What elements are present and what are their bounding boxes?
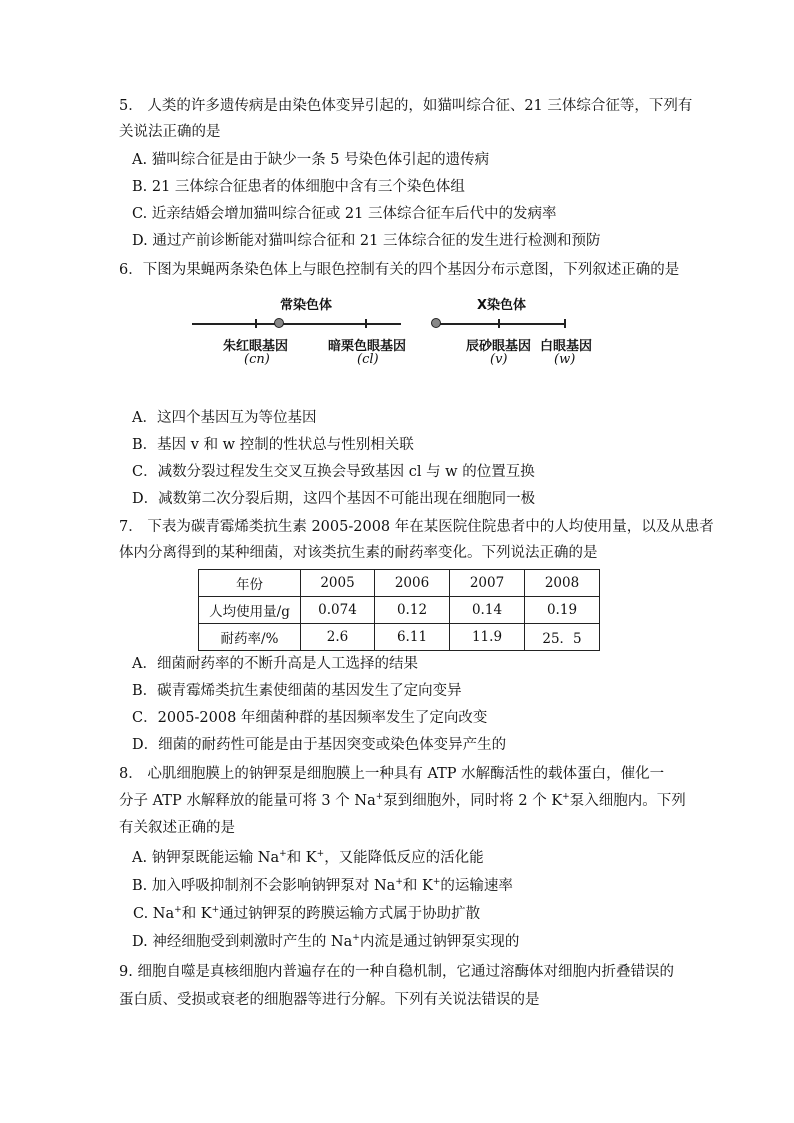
q5-stem-line2: 关说法正确的是	[119, 124, 221, 140]
table-header-cell: 年份	[199, 570, 301, 597]
q7-option-c: C．2005-2008 年细菌种群的基因频率发生了定向改变	[132, 710, 488, 726]
table-cell: 0.14	[450, 597, 525, 624]
table-cell: 人均使用量/g	[199, 597, 301, 624]
q7-option-b: B．碳青霉烯类抗生素使细菌的基因发生了定向变异	[132, 683, 462, 699]
q8-option-b: B. 加入呼吸抑制剂不会影响钠钾泵对 Na+和 K+的运输速率	[132, 877, 513, 894]
q8-stem-line3: 有关叙述正确的是	[119, 820, 235, 836]
autosome-line	[192, 323, 401, 325]
q7-stem-line1: 7． 下表为碳青霉烯类抗生素 2005-2008 年在某医院住院患者中的人均使用量，以及从患者	[119, 519, 714, 535]
gene-v-label: 辰砂眼基因	[466, 339, 532, 354]
table-header-cell: 2006	[375, 570, 450, 597]
q6-option-b: B．基因 v 和 w 控制的性状总与性别相关联	[132, 437, 414, 453]
q9-stem-line2: 蛋白质、受损或衰老的细胞器等进行分解。下列有关说法错误的是	[119, 992, 540, 1008]
gene-v-locus	[498, 319, 500, 328]
table-header-cell: 2007	[450, 570, 525, 597]
table-cell: 耐药率/%	[199, 624, 301, 651]
gene-w-symbol: (w)	[554, 352, 576, 367]
q8-option-c: C. Na+和 K+通过钠钾泵的跨膜运输方式属于协助扩散	[133, 905, 481, 922]
gene-cl-symbol: (cl)	[357, 352, 379, 367]
q8-stem-line1: 8． 心肌细胞膜上的钠钾泵是细胞膜上一种具有 ATP 水解酶活性的载体蛋白，催化一	[119, 766, 665, 782]
q7-data-table	[198, 569, 600, 651]
chromosome-diagram	[190, 290, 600, 370]
gene-w-label: 白眼基因	[540, 339, 593, 354]
q5-option-d: D. 通过产前诊断能对猫叫综合征和 21 三体综合征的发生进行检测和预防	[132, 233, 601, 249]
x-centromere	[431, 318, 441, 328]
table-cell: 25．5	[525, 624, 600, 651]
table-cell: 11.9	[450, 624, 525, 651]
table-cell: 0.19	[525, 597, 600, 624]
q7-option-a: A．细菌耐药率的不断升高是人工选择的结果	[132, 656, 418, 672]
x-chromosome-line	[436, 323, 566, 325]
q5-option-b: B. 21 三体综合征患者的体细胞中含有三个染色体组	[132, 179, 465, 195]
table-header-cell: 2008	[525, 570, 600, 597]
q6-stem: 6．下图为果蝇两条染色体上与眼色控制有关的四个基因分布示意图，下列叙述正确的是	[119, 262, 680, 278]
q7-option-d: D．细菌的耐药性可能是由于基因突变或染色体变异产生的	[132, 737, 507, 753]
q6-option-d: D．减数第二次分裂后期，这四个基因不可能出现在细胞同一极	[132, 491, 536, 507]
q6-option-c: C．减数分裂过程发生交叉互换会导致基因 cl 与 w 的位置互换	[132, 464, 535, 480]
q5-stem-line1: 5． 人类的许多遗传病是由染色体变异引起的，如猫叫综合征、21 三体综合征等，下列有	[119, 98, 693, 114]
q6-option-a: A．这四个基因互为等位基因	[132, 410, 317, 426]
q8-stem-line2: 分子 ATP 水解释放的能量可将 3 个 Na+泵到细胞外，同时将 2 个 K+泵入细胞内。下列	[119, 792, 686, 809]
table-row	[199, 597, 600, 624]
q8-option-a: A. 钠钾泵既能运输 Na+和 K+，又能降低反应的活化能	[132, 849, 484, 866]
table-header-cell: 2005	[301, 570, 375, 597]
table-header-row	[199, 570, 600, 597]
autosome-title: 常染色体	[280, 298, 333, 313]
gene-cl-label: 暗栗色眼基因	[328, 339, 407, 354]
gene-v-symbol: (v)	[490, 352, 508, 367]
x-chromosome-title: X染色体	[477, 298, 527, 313]
table-cell: 6.11	[375, 624, 450, 651]
table-cell: 0.074	[301, 597, 375, 624]
gene-cn-label: 朱红眼基因	[223, 339, 289, 354]
table-cell: 2.6	[301, 624, 375, 651]
gene-w-locus	[564, 319, 566, 328]
q5-option-c: C. 近亲结婚会增加猫叫综合征或 21 三体综合征车后代中的发病率	[132, 206, 557, 222]
gene-cn-locus	[255, 319, 257, 328]
q8-option-d: D. 神经细胞受到刺激时产生的 Na+内流是通过钠钾泵实现的	[132, 933, 520, 950]
q7-stem-line2: 体内分离得到的某种细菌，对该类抗生素的耐药率变化。下列说法正确的是	[119, 545, 598, 561]
q5-option-a: A. 猫叫综合征是由于缺少一条 5 号染色体引起的遗传病	[132, 152, 490, 168]
table-row	[199, 624, 600, 651]
gene-cn-symbol: (cn)	[244, 352, 270, 367]
q9-stem-line1: 9. 细胞自噬是真核细胞内普遍存在的一种自稳机制，它通过溶酶体对细胞内折叠错误的	[119, 964, 674, 980]
table-cell: 0.12	[375, 597, 450, 624]
autosome-centromere	[274, 318, 284, 328]
gene-cl-locus	[365, 319, 367, 328]
